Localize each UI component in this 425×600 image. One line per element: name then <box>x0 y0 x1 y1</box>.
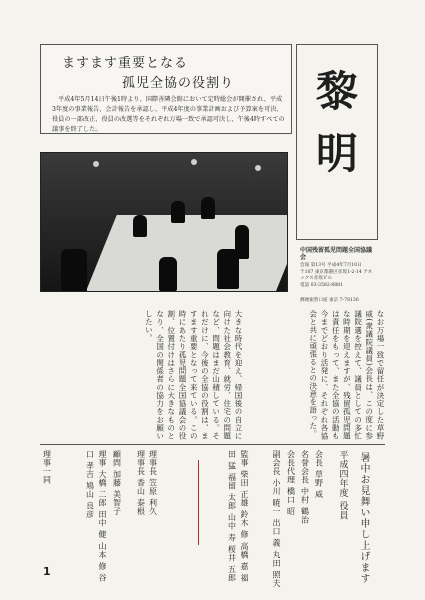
officer-6: 理事長 香山 泰根 <box>136 450 146 516</box>
page-number: 1 <box>43 565 51 578</box>
officer-4: 監事 柴田 正雄 鈴木 修 高橋 嘉 福田 猛 福留 太郎 山中 寿 桜井 五郎 <box>227 450 249 582</box>
officer-2: 会長代理 橋口 昭 <box>286 450 296 516</box>
officer-8: 理事 大橋 二郎 田中 健 山本 修 谷口 孝吉 鳩山 良彦 <box>85 450 107 582</box>
greeting-title: 暑中お見舞い申し上げます <box>358 452 369 584</box>
officer-9: 理事一同 <box>42 450 52 484</box>
masthead-info <box>300 248 376 304</box>
officer-3: 副会長 小川 暁一 出口 義 丸田 照夫 <box>272 450 281 588</box>
headline-line1: ますます重要となる <box>62 56 189 71</box>
masthead <box>296 44 378 240</box>
masthead-postal: 郵便振替口座 東京 7-78136 <box>300 297 359 303</box>
body-column-left: 大きな時代を迎え、帰国後の自立に向けた社会教育、就労、住宅の問題など、問題はまだ山積している。それだけに、今後の全協の役割は、ますます重要となって来ている。この時にあたり孤児問題全国協議会の役割、位置付けはさらに大きなものとなり、全国の関係者の協力をお願いしたい。 <box>144 310 243 440</box>
officer-0: 会長 草野 威 <box>314 450 324 499</box>
officers-year: 平成四年度 役員 <box>337 450 348 520</box>
divider <box>40 444 385 445</box>
officer-7: 顧問 加藤 美智子 <box>112 450 122 516</box>
red-marker-line <box>198 460 199 545</box>
masthead-issue: 会報 第13号 平成4年7月10日 <box>300 263 362 269</box>
greeting <box>356 452 371 584</box>
lead-paragraph: 平成4年5月14日午後1時より、国際善隣会館において定時総会が開催され、平成3年度の事業報告、会計報告を承認し、平成4年度の事業計画および予算案を可決、役員の一部改正、役員の改選等をそれぞれ万場一致で承認可決し、午後4時すべての議事を終了した。 <box>52 96 285 133</box>
masthead-title: 黎明 <box>315 67 358 178</box>
body-column-right: なお万場一致で留任が決定した草野威(衆議院議員)会長は、この度に参議院選を控えて、議員としての多忙な時期を迎えますが、残留孤児問題は責任をもって、また全協の活動も今までどおり活発に、それぞれ各協会と共に頑張るとの決意を語った。 <box>308 310 385 440</box>
meeting-photo <box>40 152 288 292</box>
masthead-org: 中国残留孤児問題全国協議会 <box>300 247 373 261</box>
masthead-phone: 電話 03-3582-8881 <box>300 282 343 288</box>
officer-1: 名誉会長 中村 鶴治 <box>300 450 310 525</box>
masthead-address: 〒107 東京都港区赤坂1-2-14 アネックス赤坂ビル <box>300 269 373 282</box>
headline-line2: 孤児全協の役割り <box>122 76 235 91</box>
officer-5: 理事長 笠原 利久 <box>148 450 158 516</box>
